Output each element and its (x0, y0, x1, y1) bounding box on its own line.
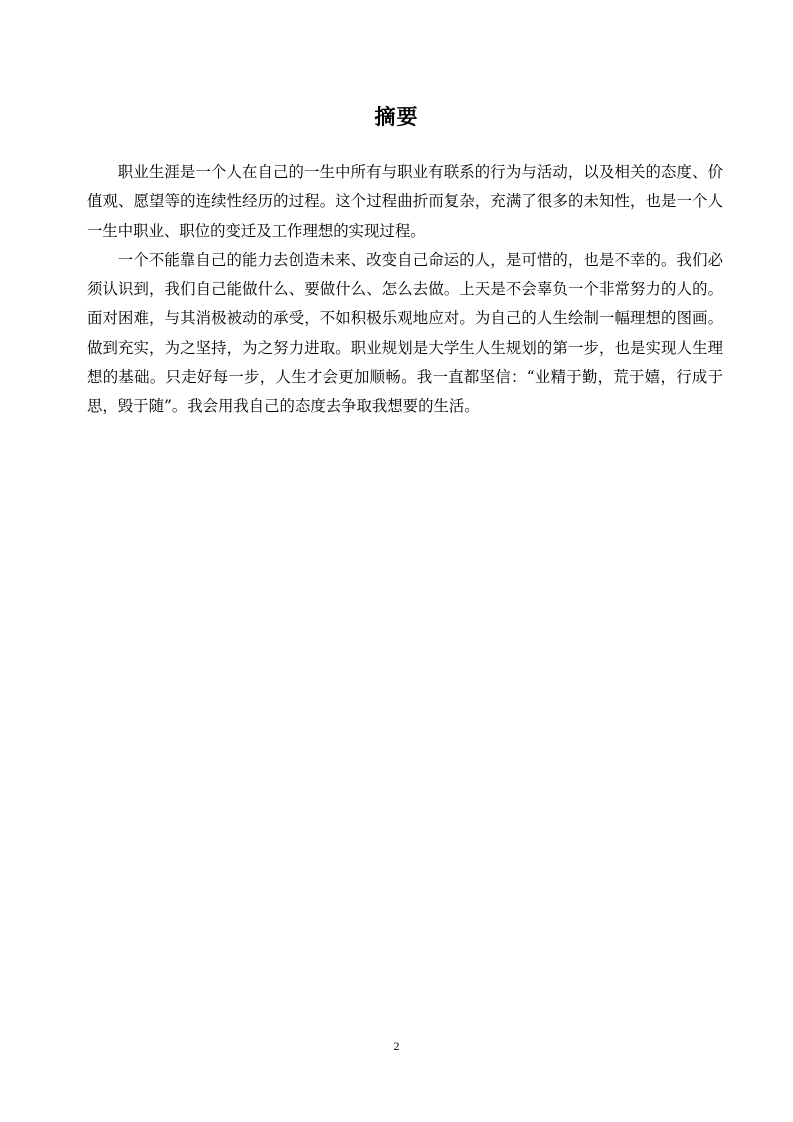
page-title: 摘要 (374, 105, 419, 129)
paragraph-1: 职业生涯是一个人在自己的一生中所有与职业有联系的行为与活动，以及相关的态度、价值观、愿望等的连续性经历的过程。这个过程曲折而复杂，充满了很多的未知性，也是一个人一生中职业、职位的变迁及工作理想的实现过程。 (87, 163, 723, 240)
paragraph-2: 一个不能靠自己的能力去创造未来、改变自己命运的人，是可惜的，也是不幸的。我们必须认识到，我们自己能做什么、要做什么、怎么去做。上天是不会辜负一个非常努力的人的。面对困难，与其消极被动的承受，不如积极乐观地应对。为自己的人生绘制一幅理想的图画。做到充实，为之坚持，为之努力进取。职业规划是大学生人生规划的第一步，也是实现人生理想的基础。只走好每一步，人生才会更加顺畅。我一直都坚信：“业精于勤，荒于嬉，行成于思，毁于随”。我会用我自己的态度去争取我想要的生活。 (87, 250, 723, 416)
abstract-body (87, 158, 723, 422)
page-number: 2 (393, 1039, 400, 1053)
